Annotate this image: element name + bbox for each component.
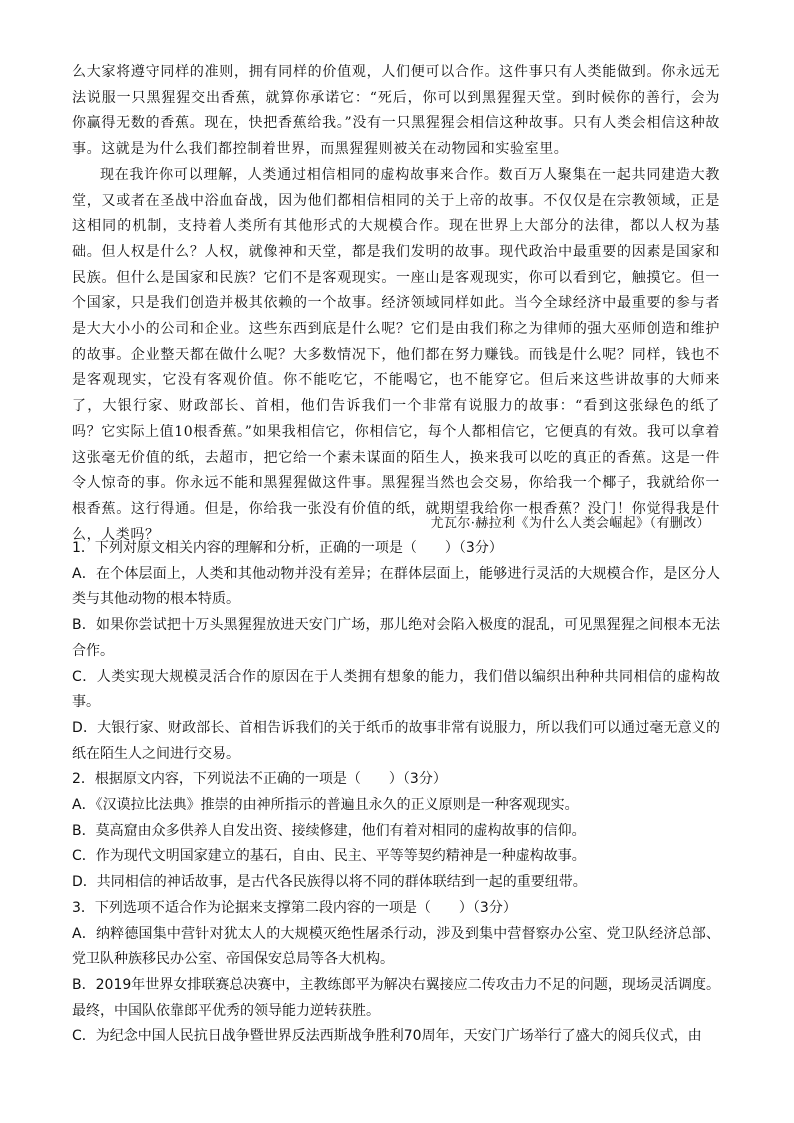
passage-paragraph-1: 么大家将遵守同样的准则，拥有同样的价值观，人们便可以合作。这件事只有人类能做到。你永远无法说服一只黑猩猩交出香蕉，就算你承诺它：“死后，你可以到黑猩猩天堂。到时候你的善行，会为你赢得无数的香蕉。现在，快把香蕉给我。”没有一只黑猩猩会相信这种故事。只有人类会相信这种故事。这就是为什么我们都控制着世界，而黑猩猩则被关在动物园和实验室里。 [72,64,720,158]
question-option-a: A．在个体层面上，人类和其他动物并没有差异；在群体层面上，能够进行灵活的大规模合作，是区分人类与其他动物的根本特质。 [72,565,720,608]
question-option-b: B．莫高窟由众多供养人自发出资、接续修建，他们有着对相同的虚构故事的信仰。 [72,822,586,839]
question-option-c: C．为纪念中国人民抗日战争暨世界反法西斯战争胜利70周年，天安门广场举行了盛大的阅兵仪式，由 [72,1028,702,1045]
question-option-a: A．纳粹德国集中营针对犹太人的大规模灭绝性屠杀行动，涉及到集中营督察办公室、党卫队经济总部、党卫队种族移民办公室、帝国保安总局等各大机构。 [72,925,720,968]
question-3 [72,896,720,1050]
question-option-a: A．《汉谟拉比法典》推崇的由神所指示的普遍且永久的正义原则是一种客观现实。 [72,797,579,814]
question-option-c: C．作为现代文明国家建立的基石，自由、民主、平等等契约精神是一种虚构故事。 [72,848,586,865]
question-option-d: D．大银行家、财政部长、首相告诉我们的关于纸币的故事非常有说服力，所以我们可以通过毫无意义的纸在陌生人之间进行交易。 [72,719,720,762]
question-stem: 2．根据原文内容，下列说法不正确的一项是（ ）（3分） [72,771,447,788]
question-option-c: C．人类实现大规模灵活合作的原因在于人类拥有想象的能力，我们借以编织出种种共同相信的虚构故事。 [72,668,720,711]
reading-passage [72,60,720,548]
question-option-b: B．2019年世界女排联赛总决赛中，主教练郎平为解决右翼接应二传攻击力不足的问题，现场灵活调度。最终，中国队依靠郎平优秀的领导能力逆转获胜。 [72,976,720,1019]
question-option-b: B．如果你尝试把十万头黑猩猩放进天安门广场，那儿绝对会陷入极度的混乱，可见黑猩猩之间根本无法合作。 [72,617,720,659]
passage-source: 尤瓦尔·赫拉利《为什么人类会崛起》（有删改） [430,516,710,531]
question-1 [72,536,720,767]
question-list [72,536,720,1050]
question-stem: 1．下列对原文相关内容的理解和分析，正确的一项是（ ）（3分） [72,540,503,556]
question-stem: 3．下列选项不适合作为论据来支撑第二段内容的一项是（ ）（3分） [72,899,517,916]
question-2 [72,767,720,896]
passage-paragraph-2: 现在我许你可以理解，人类通过相信相同的虚构故事来合作。数百万人聚集在一起共同建造大教堂，又或者在圣战中浴血奋战，因为他们都相信相同的关于上帝的故事。不仅仅是在宗教领域，正是这相同的机制，支持着人类所有其他形式的大规模合作。现在世界上大部分的法律，都以人权为基础。但人权是什么？人权，就像神和天堂，都是我们发明的故事。现代政治中最重要的因素是国家和民族。但什么是国家和民族？它们不是客观现实。一座山是客观现实，你可以看到它，触摸它。但一个国家，只是我们创造并极其依赖的一个故事。经济领域同样如此。当今全球经济中最重要的参与者是大大小小的公司和企业。这些东西到底是什么呢？它们是由我们称之为律师的强大巫师创造和维护的故事。企业整天都在做什么呢？大多数情况下，他们都在努力赚钱。而钱是什么呢？同样，钱也不是客观现实，它没有客观价值。你不能吃它，不能喝它，也不能穿它。但后来这些讲故事的大师来了，大银行家、财政部长、首相，他们告诉我们一个非常有说服力的故事：“看到这张绿色的纸了吗？它实际上值10根香蕉。”如果我相信它，你相信它，每个人都相信它，它便真的有效。我可以拿着这张毫无价值的纸，去超市，把它给一个素未谋面的陌生人，换来我可以吃的真正的香蕉。这是一件令人惊奇的事。你永远不能和黑猩猩做这件事。黑猩猩当然也会交易，你给我一个椰子，我就给你一根香蕉。这行得通。但是，你给我一张没有价值的纸，就期望我给你一根香蕉？没门！你觉得我是什么，人类吗？ [72,166,720,543]
question-option-d: D．共同相信的神话故事，是古代各民族得以将不同的群体联结到一起的重要纽带。 [72,874,587,891]
